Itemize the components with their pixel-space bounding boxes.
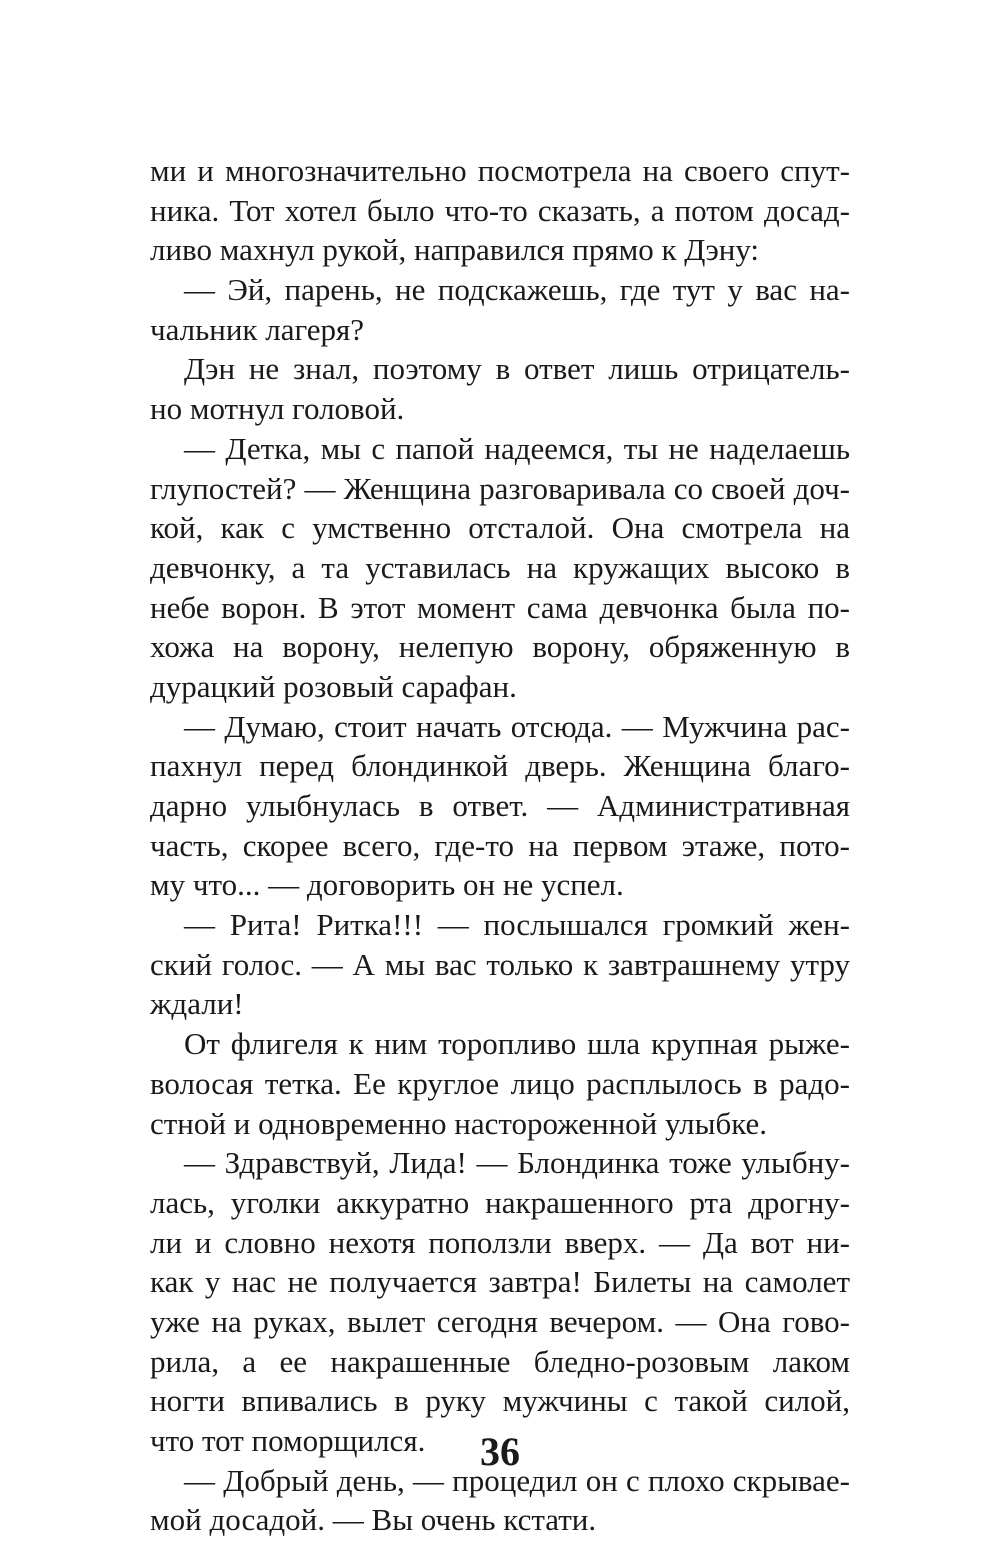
text-line: Дэн не знал, поэтому в ответ лишь отрицатель- [184,351,850,387]
text-line: но мотнул головой. [150,391,405,427]
text-line: глупостей? — Женщина разговаривала со своей доч- [150,470,850,506]
text-line: хожа на ворону, нелепую ворону, обряженную в [150,629,850,665]
text-line: — Рита! Ритка!!! — послышался громкий жен- [184,907,850,943]
text-line: что тот поморщился. [150,1423,426,1458]
text-line: ника. Тот хотел было что-то сказать, а потом досад- [150,192,850,228]
text-line: му что... — договорить он не успел. [150,867,624,903]
text-line: дурацкий розовый сарафан. [150,668,517,704]
text-line: небе ворон. В этот момент сама девчонка была по- [150,589,850,625]
text-line: пахнул перед блондинкой дверь. Женщина благо- [150,748,850,784]
text-line: — Эй, парень, не подскажешь, где тут у вас на- [184,272,850,308]
text-line: девчонку, а та уставилась на кружащих высоко в [150,549,850,585]
text-line: — Добрый день, — процедил он с плохо скрывае- [184,1462,850,1498]
page-number: 36 [480,1429,520,1474]
text-line: — Здравствуй, Лида! — Блондинка тоже улыбну- [184,1145,850,1181]
text-line: чальник лагеря? [150,311,365,347]
text-line: — Думаю, стоит начать отсюда. — Мужчина рас- [184,708,850,744]
text-line: волосая тетка. Ее круглое лицо расплылось в радо- [150,1065,850,1101]
text-line: ногти впивались в руку мужчины с такой силой, [150,1383,850,1419]
text-line: лась, уголки аккуратно накрашенного рта дрогну- [150,1184,850,1220]
text-line: — Детка, мы с папой надеемся, ты не наделаешь [184,430,850,466]
text-line: уже на руках, вылет сегодня вечером. — Она гово- [150,1303,850,1339]
text-line: мой досадой. — Вы очень кстати. [150,1502,597,1538]
text-line: стной и одновременно настороженной улыбке. [150,1105,768,1141]
text-line: рила, а ее накрашенные бледно-розовым лаком [150,1343,850,1379]
text-line: ский голос. — А мы вас только к завтрашнему утру [150,946,850,982]
text-line: как у нас не получается завтра! Билеты на самолет [150,1264,850,1300]
text-line: ми и многозначительно посмотрела на своего спут- [150,153,850,188]
text-line: кой, как с умственно отсталой. Она смотрела на [150,510,850,546]
text-line: ждали! [150,986,244,1022]
text-line: часть, скорее всего, где-то на первом этаже, пото- [150,827,850,863]
text-line: От флигеля к ним торопливо шла крупная рыже- [184,1026,850,1062]
text-line: дарно улыбнулась в ответ. — Административная [150,788,850,823]
text-line: ли и словно нехотя поползли вверх. — Да вот ни- [150,1224,850,1260]
text-line: ливо махнул рукой, направился прямо к Дэну: [150,232,760,268]
body-text [150,151,850,1540]
